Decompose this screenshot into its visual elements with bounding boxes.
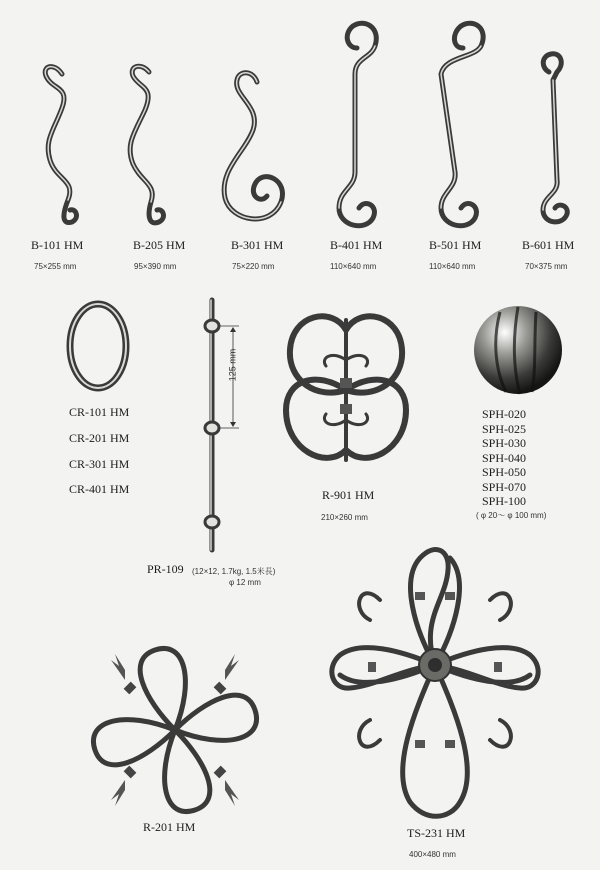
- b-601-bracket-image: [525, 50, 585, 230]
- sph-sphere-image: [470, 302, 570, 402]
- sph-030-code: SPH-030: [482, 436, 527, 450]
- b-101-size: 75×255 mm: [34, 262, 77, 271]
- b-301-scroll-image: [213, 60, 293, 235]
- pr-109-code: PR-109: [147, 562, 184, 576]
- b-401-size: 110×640 mm: [330, 262, 377, 271]
- r-201-code: R-201 HM: [143, 820, 196, 834]
- r-901-size: 210×260 mm: [321, 513, 368, 522]
- sph-100-code: SPH-100: [482, 494, 527, 508]
- cr-201-code: CR-201 HM: [69, 431, 130, 445]
- b-205-code: B-205 HM: [133, 238, 186, 252]
- b-301-size: 75×220 mm: [232, 262, 275, 271]
- sph-050-code: SPH-050: [482, 465, 527, 479]
- r-901-code: R-901 HM: [322, 488, 375, 502]
- pr-109-picket-image: [195, 298, 255, 558]
- b-601-code: B-601 HM: [522, 238, 575, 252]
- cr-ring-image: [60, 298, 140, 398]
- b-501-size: 110×640 mm: [429, 262, 476, 271]
- b-101-code: B-101 HM: [31, 238, 84, 252]
- b-205-size: 95×390 mm: [134, 262, 177, 271]
- pr-109-diameter: φ 12 mm: [229, 578, 261, 587]
- sph-070-code: SPH-070: [482, 479, 527, 494]
- b-501-code: B-501 HM: [429, 238, 482, 252]
- r-901-rosette-image: [276, 300, 416, 480]
- ts-231-code: TS-231 HM: [407, 826, 466, 840]
- b-401-code: B-401 HM: [330, 238, 383, 252]
- b-501-bracket-image: [425, 12, 495, 237]
- ts-231-size: 400×480 mm: [409, 850, 456, 859]
- pr-109-spec: (12×12, 1.7kg, 1.5米長): [192, 567, 276, 576]
- cr-101-code: CR-101 HM: [69, 405, 130, 419]
- pr-109-dimension-label: 125 mm: [227, 348, 238, 382]
- cr-401-code: CR-401 HM: [69, 482, 130, 496]
- sph-025-code: SPH-025: [482, 421, 527, 436]
- b-205-scroll-image: [115, 60, 175, 235]
- sph-040-code: SPH-040: [482, 450, 527, 465]
- b-301-code: B-301 HM: [231, 238, 284, 252]
- ts-231-panel-image: [320, 540, 550, 825]
- b-601-size: 70×375 mm: [525, 262, 568, 271]
- r-201-rosette-image: [85, 640, 265, 820]
- sph-020-code: SPH-020: [482, 407, 527, 421]
- sph-code-list: [482, 407, 526, 509]
- b-401-bracket-image: [325, 12, 395, 237]
- cr-301-code: CR-301 HM: [69, 457, 130, 471]
- b-101-scroll-image: [32, 60, 92, 235]
- sph-range: ( φ 20～ φ 100 mm): [476, 511, 547, 520]
